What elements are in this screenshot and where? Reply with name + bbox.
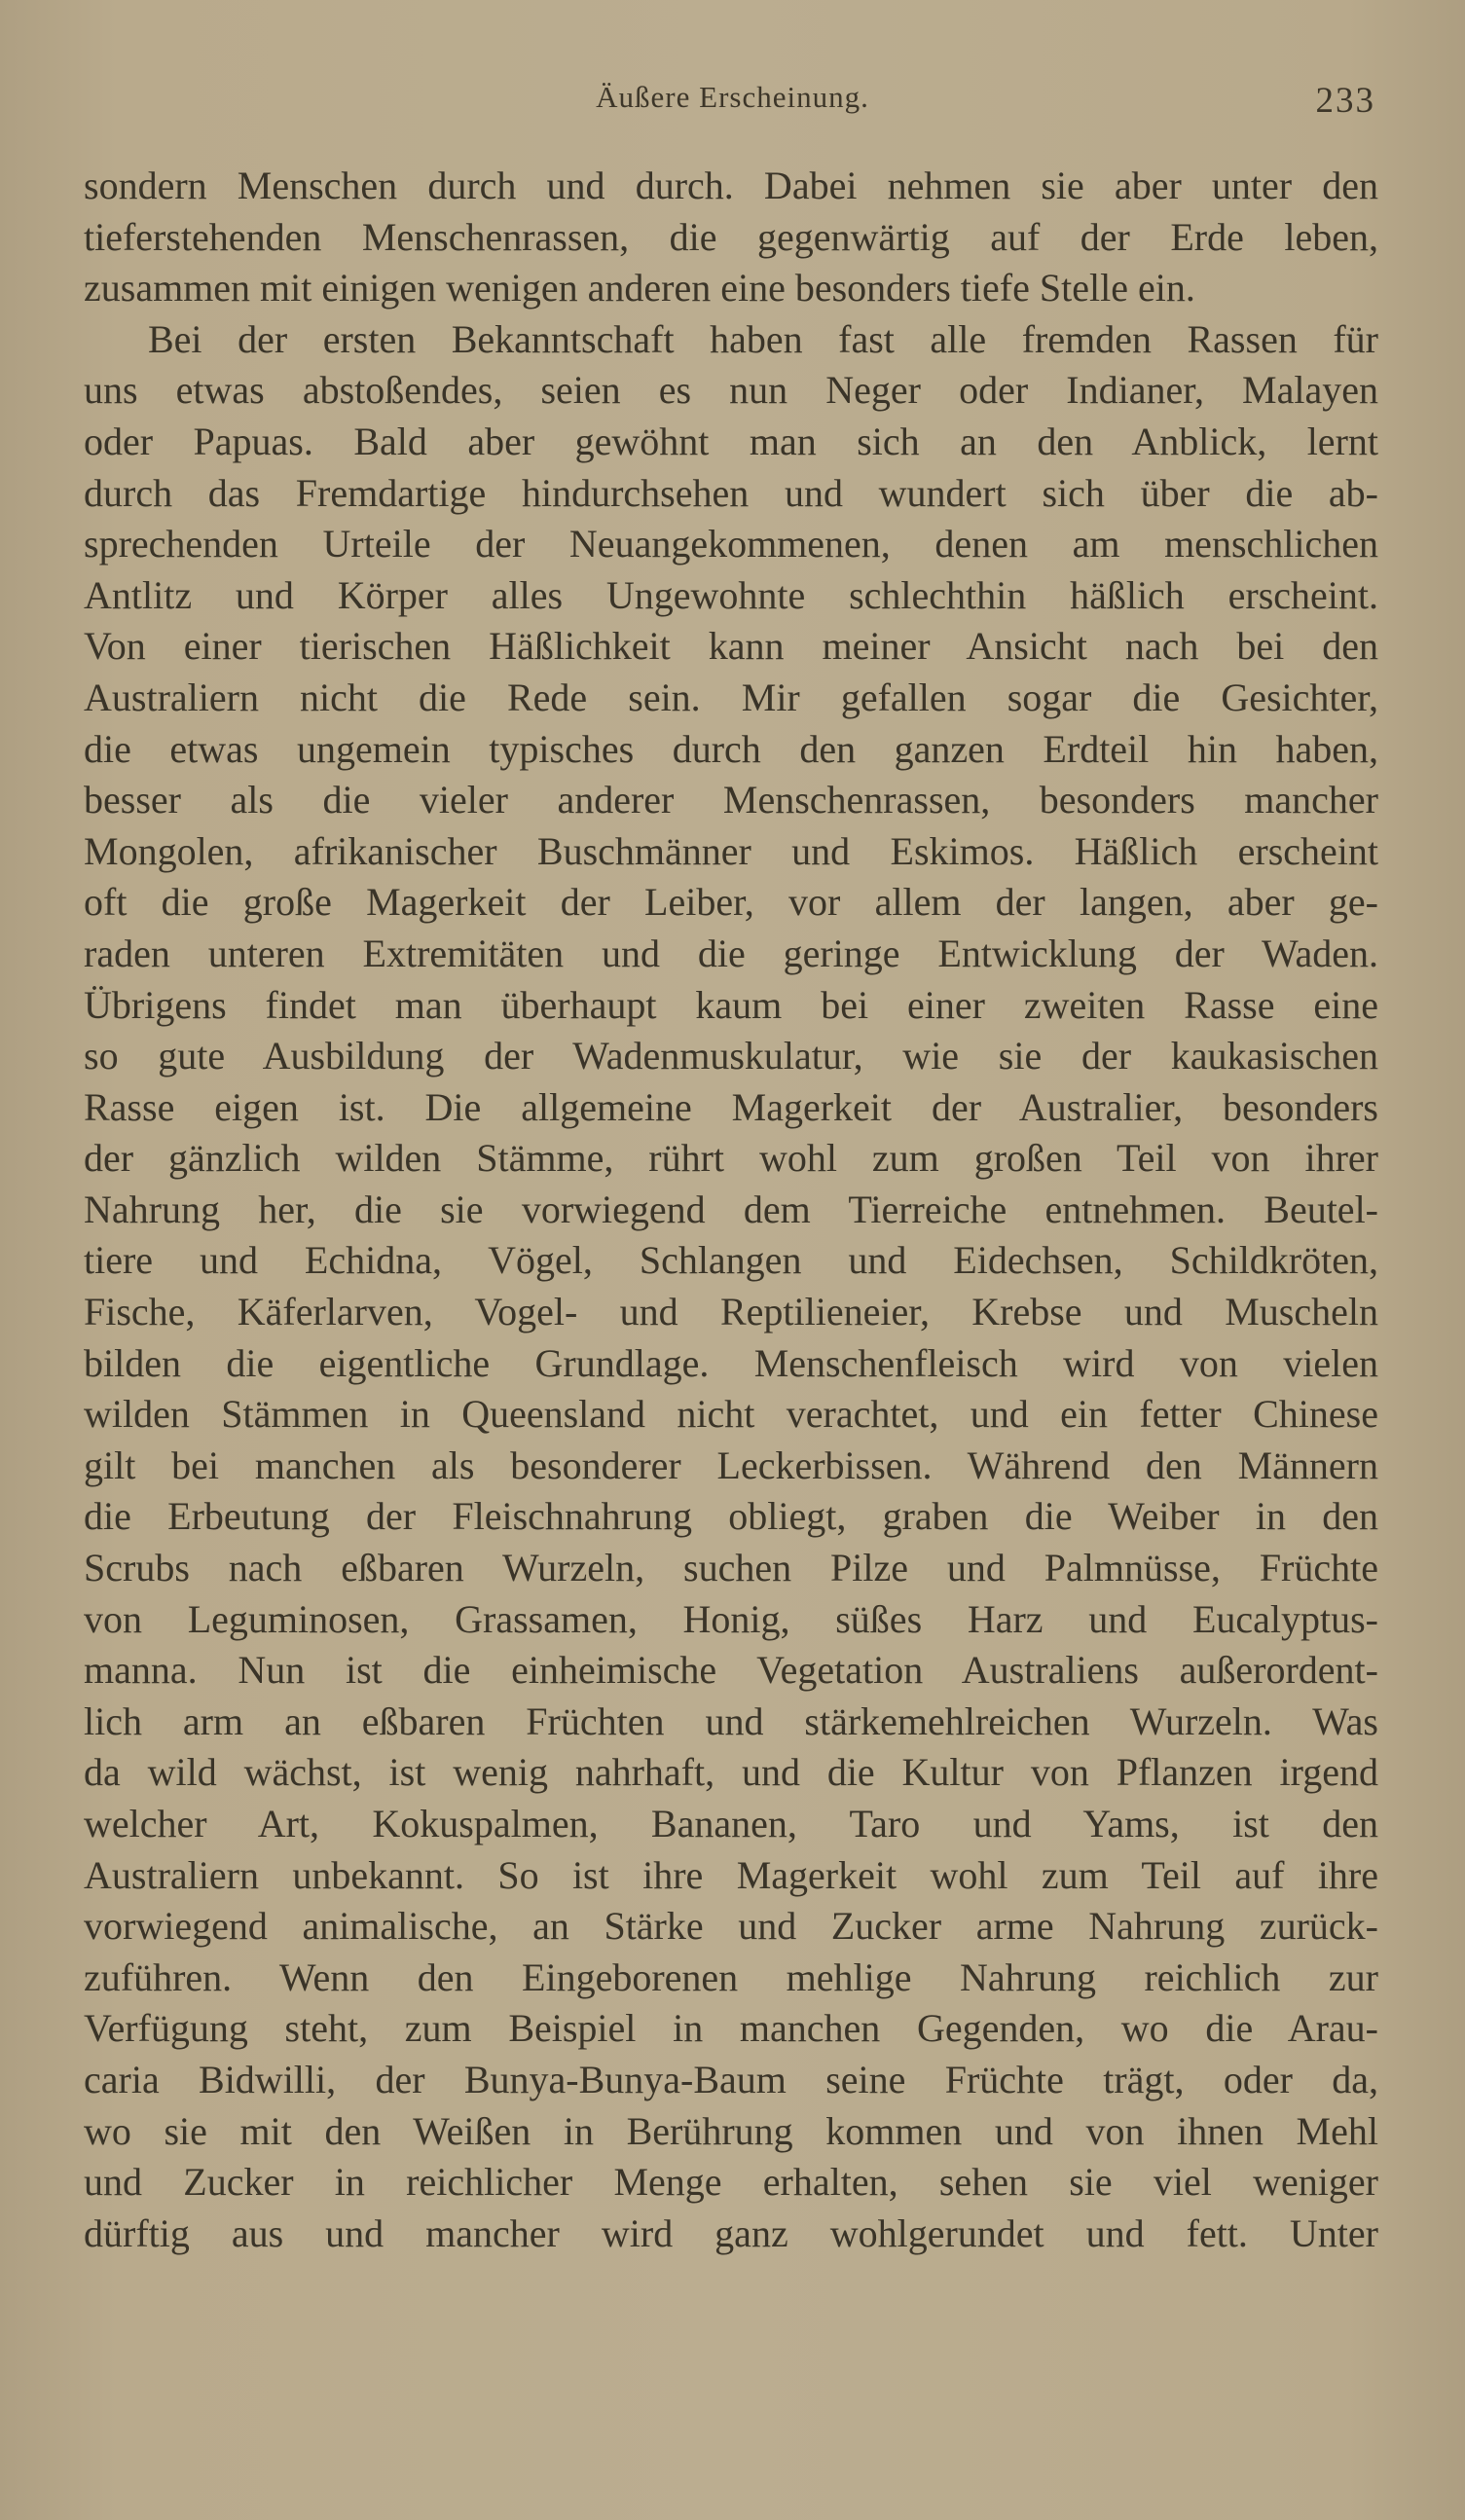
text-line: und Zucker in reichlicher Menge erhalten, sehen sie viel weniger [84,2160,1378,2205]
text-line: Verfügung steht, zum Beispiel in manchen Gegenden, wo die Arau- [84,2006,1378,2051]
text-line: caria Bidwilli, der Bunya-Bunya-Baum seine Früchte trägt, oder da, [84,2057,1378,2101]
text-line: Australiern unbekannt. So ist ihre Magerkeit wohl zum Teil auf ihre [84,1852,1378,1897]
text-line: tieferstehenden Menschenrassen, die gegenwärtig auf der Erde leben, [84,214,1378,259]
text-line: Fische, Käferlarven, Vogel- und Reptilieneier, Krebse und Muscheln [84,1290,1378,1334]
text-line: bilden die eigentliche Grundlage. Menschenfleisch wird von vielen [84,1340,1378,1385]
text-line: welcher Art, Kokuspalmen, Bananen, Taro und Yams, ist den [84,1802,1378,1845]
text-line: die etwas ungemein typisches durch den ganzen Erdteil hin haben, [84,726,1378,771]
text-line: manna. Nun ist die einheimische Vegetation Australiens außerordent- [84,1648,1378,1693]
text-line: lich arm an eßbaren Früchten und stärkemehlreichen Wurzeln. Was [84,1698,1378,1743]
text-line: Mongolen, afrikanischer Buschmänner und Eskimos. Häßlich erscheint [84,828,1378,873]
text-line: Nahrung her, die sie vorwiegend dem Tierreiche entnehmen. Beutel- [84,1187,1378,1231]
text-line: sondern Menschen durch und durch. Dabei nehmen sie aber unter den [84,164,1378,207]
text-line: da wild wächst, ist wenig nahrhaft, und die Kultur von Pflanzen irgend [84,1750,1378,1795]
text-line: sprechenden Urteile der Neuangekommenen, denen am menschlichen [84,522,1378,566]
text-line: der gänzlich wilden Stämme, rührt wohl zum großen Teil von ihrer [84,1136,1378,1181]
text-line: so gute Ausbildung der Wadenmuskulatur, wie sie der kaukasischen [84,1034,1378,1078]
text-line: wo sie mit den Weißen in Berührung kommen und von ihnen Mehl [84,2108,1378,2153]
text-line: zusammen mit einigen wenigen anderen eine besonders tiefe Stelle ein. [84,266,1195,310]
text-line: gilt bei manchen als besonderer Leckerbissen. Während den Männern [84,1443,1378,1487]
text-line: oder Papuas. Bald aber gewöhnt man sich an den Anblick, lernt [84,419,1378,463]
text-line: Übrigens findet man überhaupt kaum bei einer zweiten Rasse eine [84,982,1378,1027]
text-line: oft die große Magerkeit der Leiber, vor allem der langen, aber ge- [84,880,1378,925]
text-line: vorwiegend animalische, an Stärke und Zucker arme Nahrung zurück- [84,1904,1378,1949]
text-line: tiere und Echidna, Vögel, Schlangen und Eidechsen, Schildkröten, [84,1238,1378,1283]
text-line: wilden Stämmen in Queensland nicht verachtet, und ein fetter Chinese [84,1392,1378,1437]
page-header [0,80,1465,128]
text-line: raden unteren Extremitäten und die geringe Entwicklung der Waden. [84,931,1378,975]
text-line: Antlitz und Körper alles Ungewohnte schlechthin häßlich erscheint. [84,572,1378,617]
text-line: besser als die vieler anderer Menschenrassen, besonders mancher [84,778,1378,822]
text-line: Bei der ersten Bekanntschaft haben fast alle fremden Rassen für [148,316,1378,361]
text-line: Australiern nicht die Rede sein. Mir gefallen sogar die Gesichter, [84,675,1378,719]
text-line: Scrubs nach eßbaren Wurzeln, suchen Pilze und Palmnüsse, Früchte [84,1546,1378,1590]
page-number: 233 [1315,81,1375,121]
text-line: Rasse eigen ist. Die allgemeine Magerkeit der Australier, besonders [84,1084,1378,1129]
text-line: dürftig aus und mancher wird ganz wohlgerundet und fett. Unter [84,2210,1378,2255]
text-line: die Erbeutung der Fleischnahrung obliegt, graben die Weiber in den [84,1494,1378,1539]
text-line: Von einer tierischen Häßlichkeit kann meiner Ansicht nach bei den [84,624,1378,669]
running-title: Äußere Erscheinung. [596,80,869,114]
text-line: durch das Fremdartige hindurchsehen und wundert sich über die ab- [84,470,1378,515]
text-line: zuführen. Wenn den Eingeborenen mehlige Nahrung reichlich zur [84,1954,1378,1999]
body-text [84,161,1378,2259]
text-line: uns etwas abstoßendes, seien es nun Neger oder Indianer, Malayen [84,368,1378,413]
text-line: von Leguminosen, Grassamen, Honig, süßes Harz und Eucalyptus- [84,1596,1378,1641]
